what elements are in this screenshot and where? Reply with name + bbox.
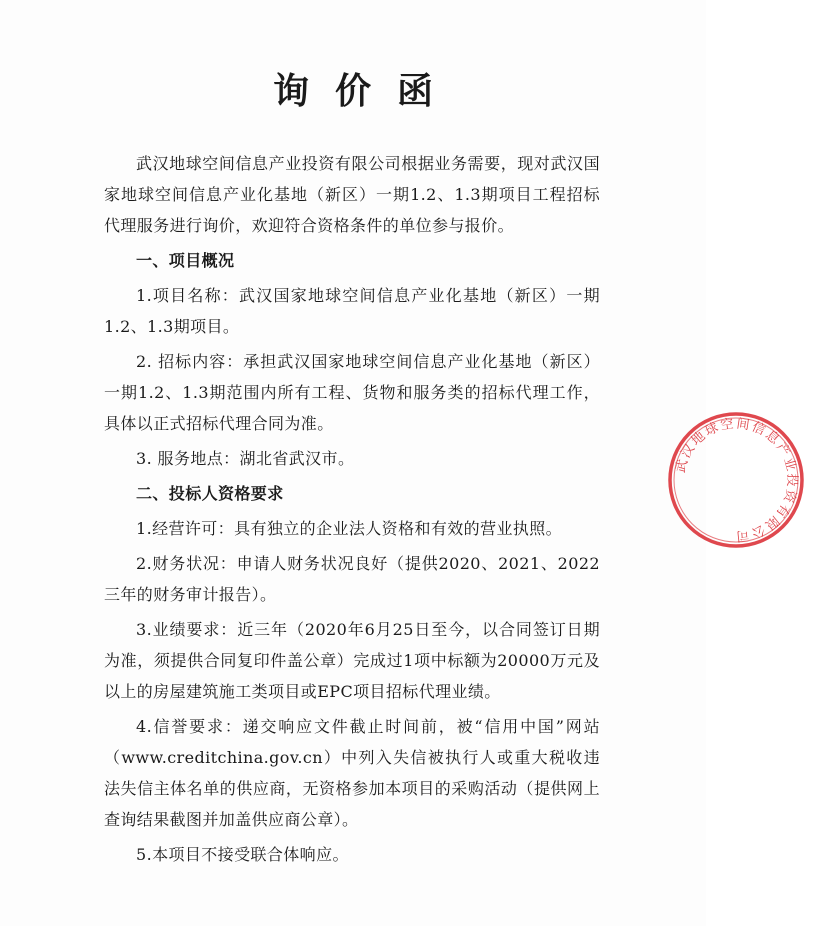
qualification-item-consortium: 5.本项目不接受联合体响应。	[136, 845, 349, 864]
seal-outer-ring	[670, 414, 802, 546]
qualification-item-finance: 2.财务状况：申请人财务状况良好（提供2020、2021、2022三年的财务审计报告）。	[104, 554, 600, 604]
intro-paragraph: 武汉地球空间信息产业投资有限公司根据业务需要，现对武汉国家地球空间信息产业化基地（新区）一期1.2、1.3期项目工程招标代理服务进行询价，欢迎符合资格条件的单位参与报价。	[104, 154, 600, 235]
document-title: 询价函	[272, 71, 459, 112]
seal-graphic	[656, 400, 816, 560]
qualification-item-license: 1.经营许可：具有独立的企业法人资格和有效的营业执照。	[136, 519, 563, 538]
seal-arc-text: 武汉地球空间信息产业投资有限公司	[673, 416, 800, 544]
company-seal	[640, 400, 800, 560]
overview-item-location: 3. 服务地点：湖北省武汉市。	[136, 449, 355, 468]
qualification-item-credit: 4.信誉要求：递交响应文件截止时间前，被“信用中国”网站（www.creditchina.gov.cn）中列入失信被执行人或重大税收违法失信主体名单的供应商，无资格参加本项目的采购活动（提供网上查询结果截图并加盖供应商公章）。	[104, 717, 600, 829]
overview-item-name: 1.项目名称：武汉国家地球空间信息产业化基地（新区）一期1.2、1.3期项目。	[104, 286, 600, 336]
qualification-item-performance: 3.业绩要求：近三年（2020年6月25日至今，以合同签订日期为准，须提供合同复印件盖公章）完成过1项中标额为20000万元及以上的房屋建筑施工类项目或EPC项目招标代理业绩。	[104, 620, 600, 701]
section-heading-qualification: 二、投标人资格要求	[136, 484, 284, 503]
overview-item-content: 2. 招标内容：承担武汉国家地球空间信息产业化基地（新区）一期1.2、1.3期范围内所有工程、货物和服务类的招标代理工作，具体以正式招标代理合同为准。	[104, 352, 600, 433]
document-body	[104, 148, 600, 874]
section-heading-overview: 一、项目概况	[136, 251, 235, 270]
